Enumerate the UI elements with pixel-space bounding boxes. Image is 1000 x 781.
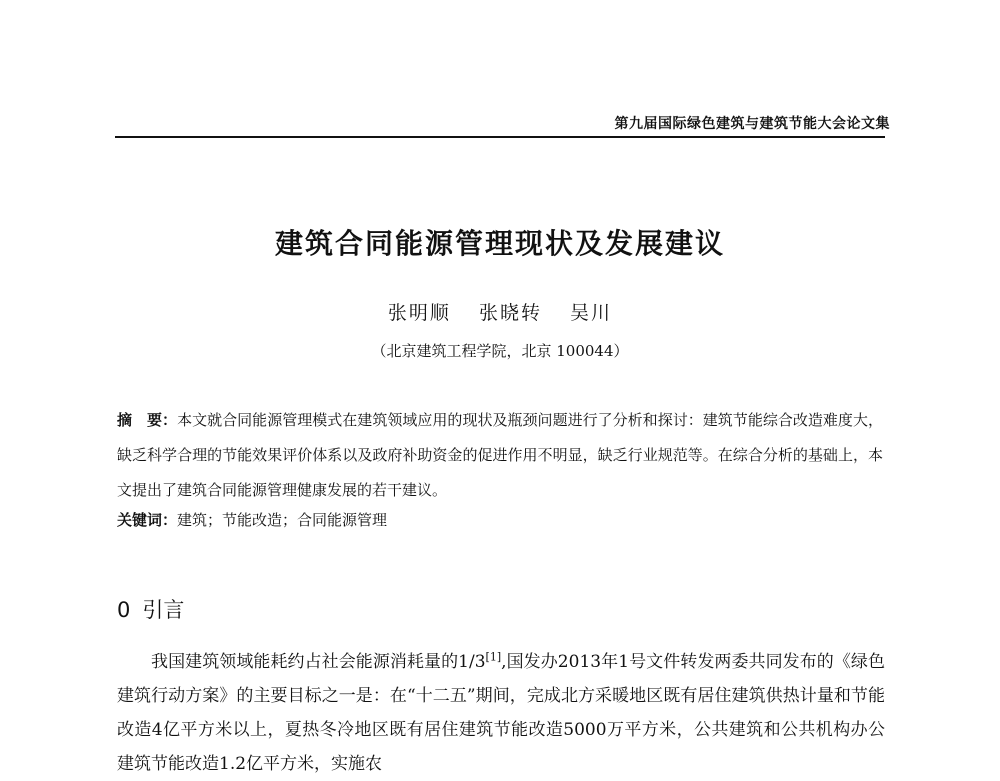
section-number: 0 — [117, 598, 131, 622]
author-name: 吴川 — [570, 302, 613, 324]
author-name: 张明顺 — [387, 302, 451, 324]
body-text-part2: ,国发办2013年1号文件转发两委共同发布的《绿色建筑行动方案》的主要目标之一是：在“十二五”期间，完成北方采暖地区既有居住建筑供热计量和节能改造4亿平方米以上，夏热冬冷地区既有居住建筑节能改造5000万平方米，公共建筑和公共机构办公建筑节能改造1.2亿平方米，实施农 — [117, 652, 886, 774]
keywords-text: 建筑；节能改造；合同能源管理 — [177, 511, 388, 529]
abstract-label: 摘 要： — [117, 411, 178, 429]
abstract-text: 本文就合同能源管理模式在建筑领域应用的现状及瓶颈问题进行了分析和探讨：建筑节能综合改造难度大，缺乏科学合理的节能效果评价体系以及政府补助资金的促进作用不明显，缺乏行业规范等。在综合分析的基础上，本文提出了建筑合同能源管理健康发展的若干建议。 — [117, 411, 883, 499]
keywords-label: 关键词： — [117, 511, 178, 529]
section-heading — [117, 594, 184, 624]
citation-marker[interactable]: [1] — [485, 650, 502, 664]
abstract — [117, 403, 883, 508]
header-rule — [115, 136, 885, 138]
author-name: 张晓转 — [478, 302, 542, 324]
author-list — [0, 298, 1000, 325]
body-paragraph — [117, 645, 885, 781]
paper-title: 建筑合同能源管理现状及发展建议 — [274, 227, 725, 260]
section-title: 引言 — [142, 598, 185, 622]
running-header: 第九届国际绿色建筑与建筑节能大会论文集 — [614, 116, 890, 132]
body-text-part1: 我国建筑领域能耗约占社会能源消耗量的1/3 — [151, 652, 486, 672]
keywords — [117, 509, 883, 530]
affiliation: （北京建筑工程学院，北京 100044） — [371, 342, 629, 360]
